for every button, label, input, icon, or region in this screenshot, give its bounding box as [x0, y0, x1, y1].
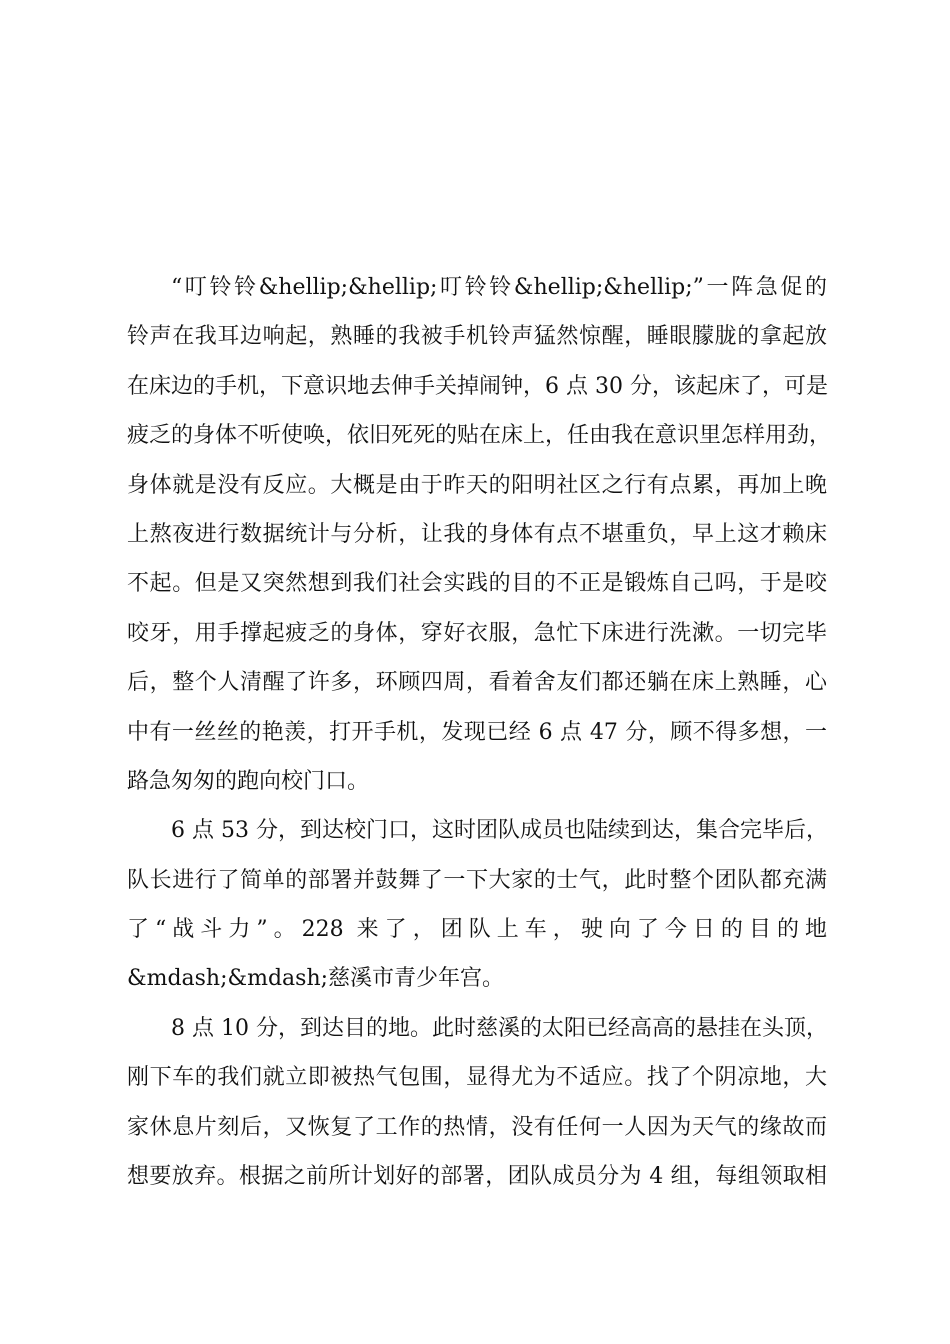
text-line: 在床边的手机，下意识地去伸手关掉闹钟，6 点 30 分，该起床了，可是	[127, 373, 828, 399]
text-line: 想要放弃。根据之前所计划好的部署，团队成员分为 4 组，每组领取相	[127, 1164, 827, 1190]
text-line: 铃声在我耳边响起，熟睡的我被手机铃声猛然惊醒，睡眼朦胧的拿起放	[127, 324, 827, 350]
text-line: 疲乏的身体不听使唤，依旧死死的贴在床上，任由我在意识里怎样用劲，	[127, 423, 832, 449]
text-line: 不起。但是又突然想到我们社会实践的目的不正是锻炼自己吗，于是咬	[127, 571, 827, 597]
text-line: 路急匆匆的跑向校门口。	[127, 768, 370, 794]
text-line: 咬牙，用手撑起疲乏的身体，穿好衣服，急忙下床进行洗漱。一切完毕	[127, 620, 827, 646]
paragraph-3	[127, 1004, 827, 1202]
text-line: 队长进行了简单的部署并鼓舞了一下大家的士气，此时整个团队都充满	[127, 867, 827, 893]
text-line: 身体就是没有反应。大概是由于昨天的阳明社区之行有点累，再加上晚	[127, 472, 827, 498]
text-line: “叮铃铃&hellip;&hellip;叮铃铃&hellip;&hellip;”一阵急促的	[171, 275, 827, 300]
text-line: 刚下车的我们就立即被热气包围，显得尤为不适应。找了个阴凉地，大	[127, 1065, 827, 1091]
document-body	[127, 263, 832, 1201]
text-line: 家休息片刻后，又恢复了工作的热情，没有任何一人因为天气的缘故而	[127, 1114, 827, 1140]
text-line: 8 点 10 分，到达目的地。此时慈溪的太阳已经高高的悬挂在头顶，	[171, 1015, 828, 1041]
text-line: 中有一丝丝的艳羡，打开手机，发现已经 6 点 47 分，顾不得多想，一	[127, 719, 827, 745]
text-line: &mdash;&mdash;慈溪市青少年宫。	[127, 966, 505, 992]
paragraph-2	[127, 806, 827, 1004]
text-line: 6 点 53 分，到达校门口，这时团队成员也陆续到达，集合完毕后，	[171, 818, 828, 844]
text-line: 了“战斗力”。228 来了，团队上车，驶向了今日的目的地	[127, 917, 827, 943]
text-line: 后，整个人清醒了许多，环顾四周，看着舍友们都还躺在床上熟睡，心	[127, 670, 827, 696]
text-line: 上熬夜进行数据统计与分析，让我的身体有点不堪重负，早上这才赖床	[127, 521, 827, 547]
paragraph-1	[127, 263, 832, 806]
